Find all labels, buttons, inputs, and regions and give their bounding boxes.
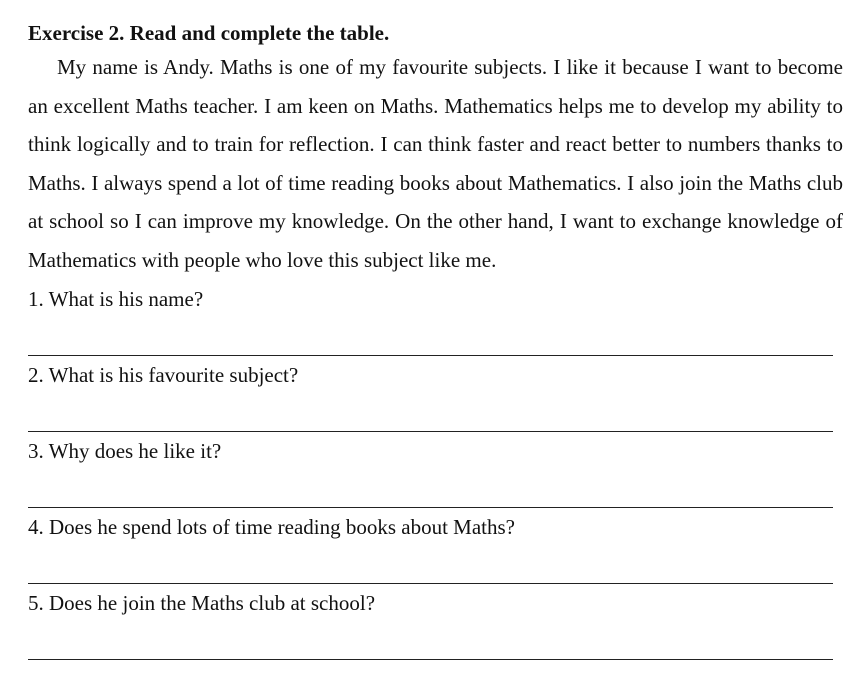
question-4: 4. Does he spend lots of time reading books about Maths? [28, 514, 515, 539]
question-block-3 [28, 432, 843, 508]
reading-passage: My name is Andy. Maths is one of my favourite subjects. I like it because I want to become an excellent Maths teacher. I am keen on Maths. Mathematics helps me to develop my ability to think logically and to train for reflection. I can think faster and react better to numbers thanks to Maths. I always spend a lot of time reading books about Mathematics. I also join the Maths club at school so I can improve my knowledge. On the other hand, I want to exchange knowledge of Mathematics with people who love this subject like me. [28, 55, 843, 272]
question-block-4 [28, 508, 843, 584]
exercise-title: Exercise 2. Read and complete the table. [28, 21, 390, 45]
answer-line-3[interactable] [28, 470, 833, 508]
question-2: 2. What is his favourite subject? [28, 362, 299, 387]
question-block-5 [28, 584, 843, 660]
question-1: 1. What is his name? [28, 286, 204, 311]
question-5: 5. Does he join the Maths club at school? [28, 590, 376, 615]
answer-line-5[interactable] [28, 622, 833, 660]
answer-line-2[interactable] [28, 394, 833, 432]
question-block-1 [28, 280, 843, 356]
answer-line-1[interactable] [28, 318, 833, 356]
answer-line-4[interactable] [28, 546, 833, 584]
question-3: 3. Why does he like it? [28, 438, 222, 463]
worksheet [28, 18, 843, 660]
question-block-2 [28, 356, 843, 432]
